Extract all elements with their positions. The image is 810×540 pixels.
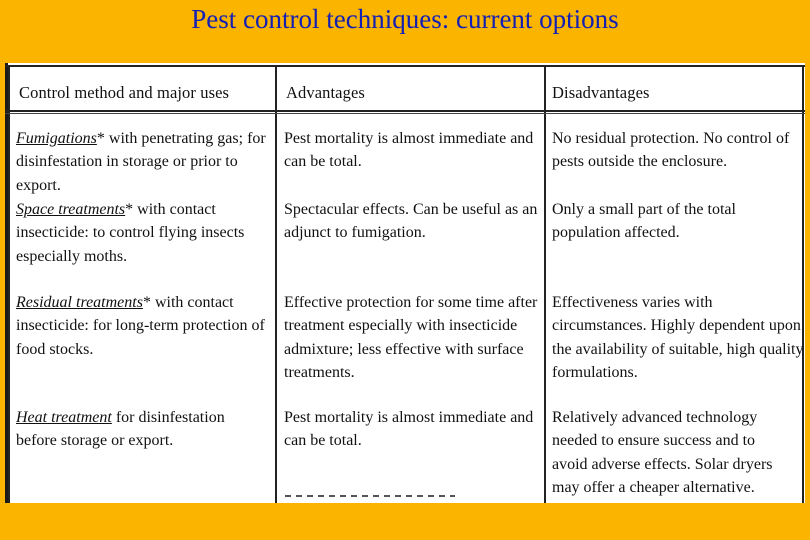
method-description: for disinfestation before storage or export. <box>16 409 225 450</box>
slide-bottom-band <box>0 503 810 540</box>
column-divider-1 <box>275 65 277 503</box>
table-row-4-method <box>16 406 256 453</box>
table-row-1-advantage: Pest mortality is almost immediate and can be total. <box>284 130 534 171</box>
table-row-2-method <box>16 198 272 268</box>
table-row-4-advantage: Pest mortality is almost immediate and can be total. <box>284 409 534 450</box>
slide-frame-right <box>805 63 810 503</box>
method-description: * with contact insecticide: to control flying insects especially moths. <box>16 201 245 265</box>
method-term: Space treatments <box>16 201 126 218</box>
slide-title: Pest control techniques: current options <box>191 4 619 34</box>
method-term: Residual treatments <box>16 294 143 311</box>
scanned-table <box>5 63 805 503</box>
column-header-advantages: Advantages <box>286 83 365 102</box>
header-rule-secondary <box>5 113 805 114</box>
table-row-2-disadvantage: Only a small part of the total population affected. <box>552 201 736 242</box>
table-row-1-method <box>16 127 272 197</box>
table-row-4-disadvantage: Relatively advanced technology needed to ensure success and to avoid adverse effects. Solar dryers may offer a cheaper alternative. <box>552 409 773 496</box>
column-header-method: Control method and major uses <box>19 83 230 102</box>
method-term: Fumigations <box>16 130 97 147</box>
table-row-3-advantage: Effective protection for some time after treatment especially with insecticide admixture; less effective with surface treatments. <box>284 294 538 381</box>
method-description: * with contact insecticide: for long-term protection of food stocks. <box>16 294 265 358</box>
table-left-border <box>8 65 10 503</box>
header-rule <box>5 110 805 112</box>
method-term: Heat treatment <box>16 409 112 426</box>
method-description: * with penetrating gas; for disinfestation in storage or prior to export. <box>16 130 266 194</box>
table-row-1-disadvantage: No residual protection. No control of pests outside the enclosure. <box>552 130 790 171</box>
table-row-3-method <box>16 291 272 361</box>
table-top-rule <box>5 65 805 67</box>
table-row-2-advantage: Spectacular effects. Can be useful as an adjunct to fumigation. <box>284 201 538 242</box>
cut-off-text-fragment <box>285 495 455 497</box>
column-divider-2 <box>544 65 546 503</box>
table-row-3-disadvantage: Effectiveness varies with circumstances. Highly dependent upon the availability of suitable, high quality formulations. <box>552 294 804 381</box>
column-header-disadvantages: Disadvantages <box>552 83 650 102</box>
